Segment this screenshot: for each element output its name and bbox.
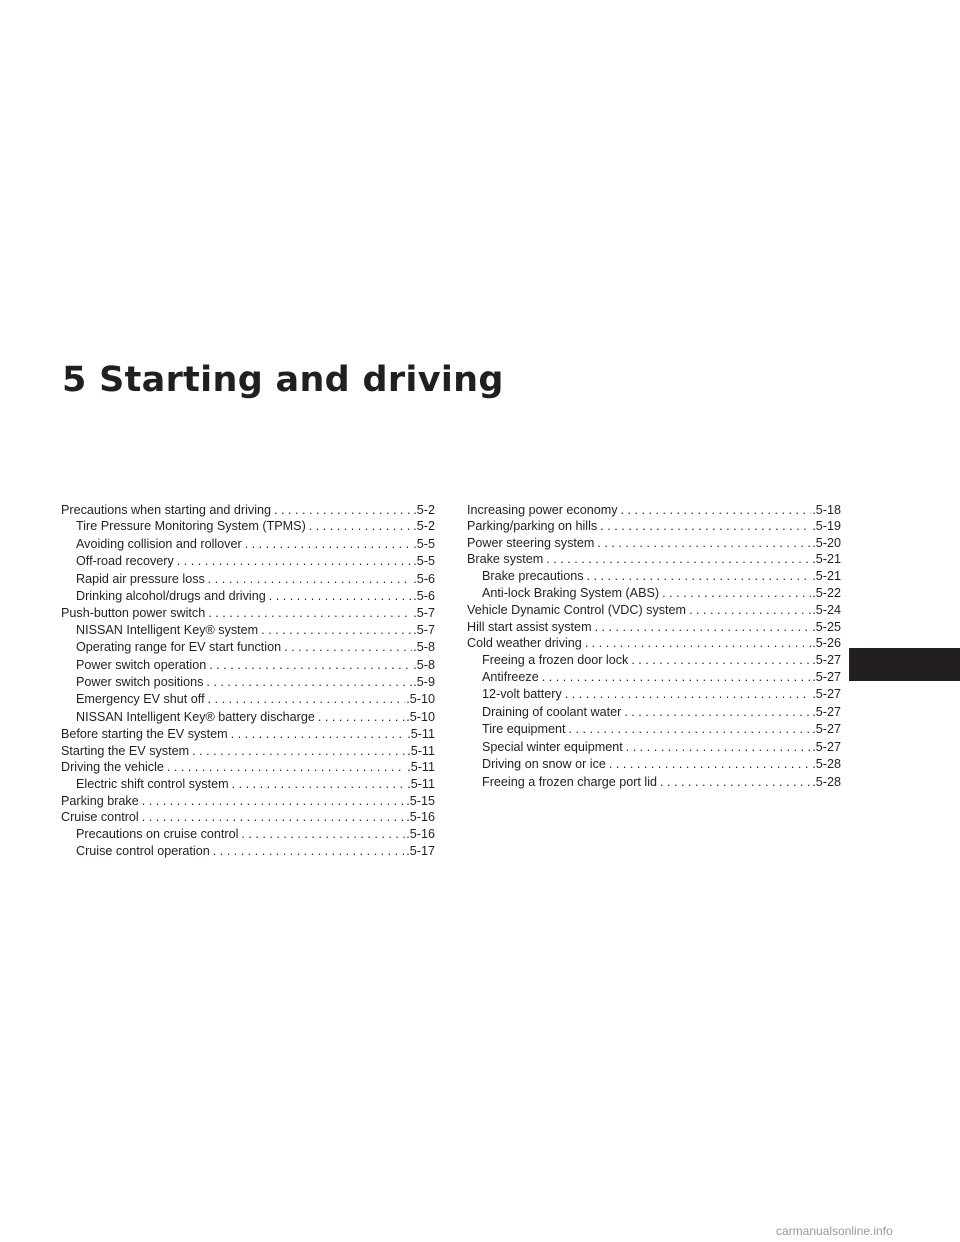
toc-entry-page: .5-21 [812,568,841,583]
toc-entry-page: .5-7 [413,606,435,621]
toc-entry-page: .5-27 [812,670,841,685]
toc-entry-label: Cold weather driving [467,636,582,651]
toc-dot-leader [600,518,811,534]
toc-entry-page: .5-6 [413,589,435,604]
toc-entry-label: Driving the vehicle [61,760,164,775]
toc-entry-label: Hill start assist system [467,619,592,634]
toc-dot-leader [142,809,406,825]
toc-dot-leader [209,657,412,674]
toc-entry[interactable] [467,721,841,738]
toc-entry-label: Push-button power switch [61,606,206,621]
toc-entry-label: Anti-lock Braking System (ABS) [482,586,660,601]
toc-entry-label: Emergency EV shut off [76,692,205,707]
toc-entry-page: .5-27 [812,722,841,737]
toc-entry-page: .5-9 [413,675,435,690]
toc-entry[interactable] [61,571,435,588]
toc-entry-label: Freeing a frozen door lock [482,652,629,667]
toc-entry-page: .5-2 [413,519,435,534]
toc-dot-leader [284,639,412,656]
toc-entry-page: .5-11 [407,776,435,791]
toc-entry-page: .5-7 [413,622,435,637]
toc-entry[interactable] [61,726,435,742]
toc-entry[interactable] [467,739,841,756]
toc-entry-label: Operating range for EV start function [76,640,282,655]
toc-entry[interactable] [467,635,841,651]
toc-entry[interactable] [61,536,435,553]
toc-entry-page: .5-22 [812,586,841,601]
toc-entry-page: .5-27 [812,739,841,754]
toc-entry-page: .5-11 [407,743,435,758]
toc-dot-leader [595,619,812,635]
toc-entry-label: Cruise control operation [76,844,210,859]
chapter-thumb-tab [849,648,960,681]
toc-entry-label: Vehicle Dynamic Control (VDC) system [467,603,687,618]
toc-entry-page: .5-6 [413,571,435,586]
toc-dot-leader [662,585,811,602]
toc-entry-page: .5-5 [413,536,435,551]
toc-dot-leader [309,518,413,535]
toc-entry-label: Precautions when starting and driving [61,503,272,517]
toc-dot-leader [318,709,405,726]
toc-entry[interactable] [61,502,435,518]
toc-entry-page: .5-5 [413,554,435,569]
toc-entry[interactable] [61,588,435,605]
toc-entry-label: Before starting the EV system [61,727,228,742]
toc-dot-leader [660,774,811,791]
toc-entry-page: .5-25 [812,619,841,634]
toc-entry[interactable] [61,674,435,691]
toc-entry-page: .5-11 [407,727,435,742]
toc-entry-page: .5-17 [406,844,435,859]
toc-entry-page: .5-26 [812,636,841,651]
toc-entry-label: Rapid air pressure loss [76,571,205,586]
toc-entry-page: .5-28 [812,757,841,772]
toc-entry[interactable] [61,518,435,535]
toc-entry-page: .5-27 [812,652,841,667]
toc-entry-label: Driving on snow or ice [482,757,606,772]
toc-dot-leader [689,602,811,618]
toc-entry[interactable] [467,652,841,669]
toc-entry[interactable] [61,691,435,708]
toc-entry[interactable] [61,826,435,843]
toc-entry[interactable] [61,657,435,674]
toc-dot-leader [208,691,406,708]
toc-dot-leader [626,739,812,756]
toc-entry-page: .5-19 [812,519,841,534]
toc-entry[interactable] [467,774,841,791]
toc-entry-label: Power steering system [467,535,595,550]
toc-dot-leader [542,669,812,686]
toc-dot-leader [565,686,811,703]
toc-dot-leader [241,826,405,843]
toc-entry[interactable] [467,669,841,686]
toc-entry-page: .5-24 [812,603,841,618]
toc-entry-label: Starting the EV system [61,743,190,758]
toc-entry-label: Off-road recovery [76,554,174,569]
toc-dot-leader [177,553,413,570]
toc-dot-leader [569,721,812,738]
toc-dot-leader [631,652,811,669]
toc-column-left [61,502,435,861]
toc-dot-leader [274,502,412,518]
toc-entry-label: Cruise control [61,810,139,825]
toc-dot-leader [142,793,406,809]
toc-entry-label: Brake system [467,552,544,567]
toc-dot-leader [167,759,406,775]
toc-entry-label: Precautions on cruise control [76,826,239,841]
toc-dot-leader [546,551,811,567]
toc-entry[interactable] [467,551,841,567]
toc-entry-label: Electric shift control system [76,776,229,791]
toc-entry-page: .5-8 [413,657,435,672]
toc-entry-page: .5-21 [812,552,841,567]
toc-dot-leader [269,588,413,605]
toc-entry-label: Freeing a frozen charge port lid [482,774,658,789]
toc-entry-label: Power switch positions [76,675,204,690]
toc-entry[interactable] [61,809,435,825]
toc-entry-page: .5-20 [812,535,841,550]
toc-entry[interactable] [61,793,435,809]
toc-entry-page: .5-2 [413,503,435,517]
toc-entry[interactable] [467,686,841,703]
toc-dot-leader [208,571,413,588]
toc-entry[interactable] [467,568,841,585]
toc-entry-label: NISSAN Intelligent Key® system [76,622,259,637]
toc-entry-label: Increasing power economy [467,503,618,517]
toc-entry-label: Tire equipment [482,722,566,737]
toc-entry-page: .5-8 [413,640,435,655]
toc-dot-leader [245,536,413,553]
toc-entry-label: Avoiding collision and rollover [76,536,242,551]
toc-entry-page: .5-16 [406,810,435,825]
toc-entry[interactable] [61,622,435,639]
toc-entry-page: .5-11 [407,760,435,775]
toc-entry[interactable] [61,639,435,656]
toc-entry-page: .5-16 [406,826,435,841]
toc-entry[interactable] [467,704,841,721]
toc-entry[interactable] [61,776,435,793]
toc-dot-leader [587,568,812,585]
toc-entry-page: .5-27 [812,687,841,702]
toc-entry-label: NISSAN Intelligent Key® battery discharge [76,709,315,724]
toc-entry-page: .5-15 [406,793,435,808]
toc-entry[interactable] [61,743,435,759]
toc-entry[interactable] [467,518,841,534]
toc-entry[interactable] [467,756,841,773]
toc-entry[interactable] [61,759,435,775]
chapter-title: 5 Starting and driving [62,360,504,400]
toc-entry-page: .5-10 [406,709,435,724]
toc-entry[interactable] [61,553,435,570]
toc-entry-label: Power switch operation [76,657,207,672]
toc-entry-page: .5-28 [812,774,841,789]
toc-dot-leader [206,674,412,691]
toc-entry-page: .5-27 [812,704,841,719]
toc-entry-label: Special winter equipment [482,739,623,754]
toc-entry-page: .5-10 [406,692,435,707]
toc-entry[interactable] [467,619,841,635]
toc-entry[interactable] [467,502,841,518]
toc-entry-label: Parking/parking on hills [467,519,598,534]
toc-entry-label: Tire Pressure Monitoring System (TPMS) [76,519,306,534]
toc-dot-leader [585,635,811,651]
toc-entry[interactable] [467,535,841,551]
toc-entry[interactable] [61,843,435,860]
toc-dot-leader [609,756,811,773]
toc-dot-leader [261,622,412,639]
toc-dot-leader [597,535,811,551]
toc-entry-label: Draining of coolant water [482,704,622,719]
toc-entry[interactable] [467,585,841,602]
toc-dot-leader [213,843,406,860]
toc-dot-leader [192,743,406,759]
toc-entry-label: 12-volt battery [482,687,562,702]
toc-dot-leader [621,502,812,518]
toc-entry[interactable] [61,709,435,726]
toc-dot-leader [231,726,407,742]
watermark: carmanualsonline.info [776,1224,893,1238]
toc-column-right [467,502,841,791]
toc-dot-leader [208,605,412,621]
toc-entry-label: Brake precautions [482,568,584,583]
toc-entry-page: .5-18 [812,503,841,517]
toc-entry-label: Drinking alcohol/drugs and driving [76,589,266,604]
toc-dot-leader [232,776,407,793]
toc-entry-label: Parking brake [61,793,139,808]
toc-entry[interactable] [61,605,435,621]
toc-dot-leader [624,704,811,721]
toc-entry-label: Antifreeze [482,670,539,685]
toc-entry[interactable] [467,602,841,618]
